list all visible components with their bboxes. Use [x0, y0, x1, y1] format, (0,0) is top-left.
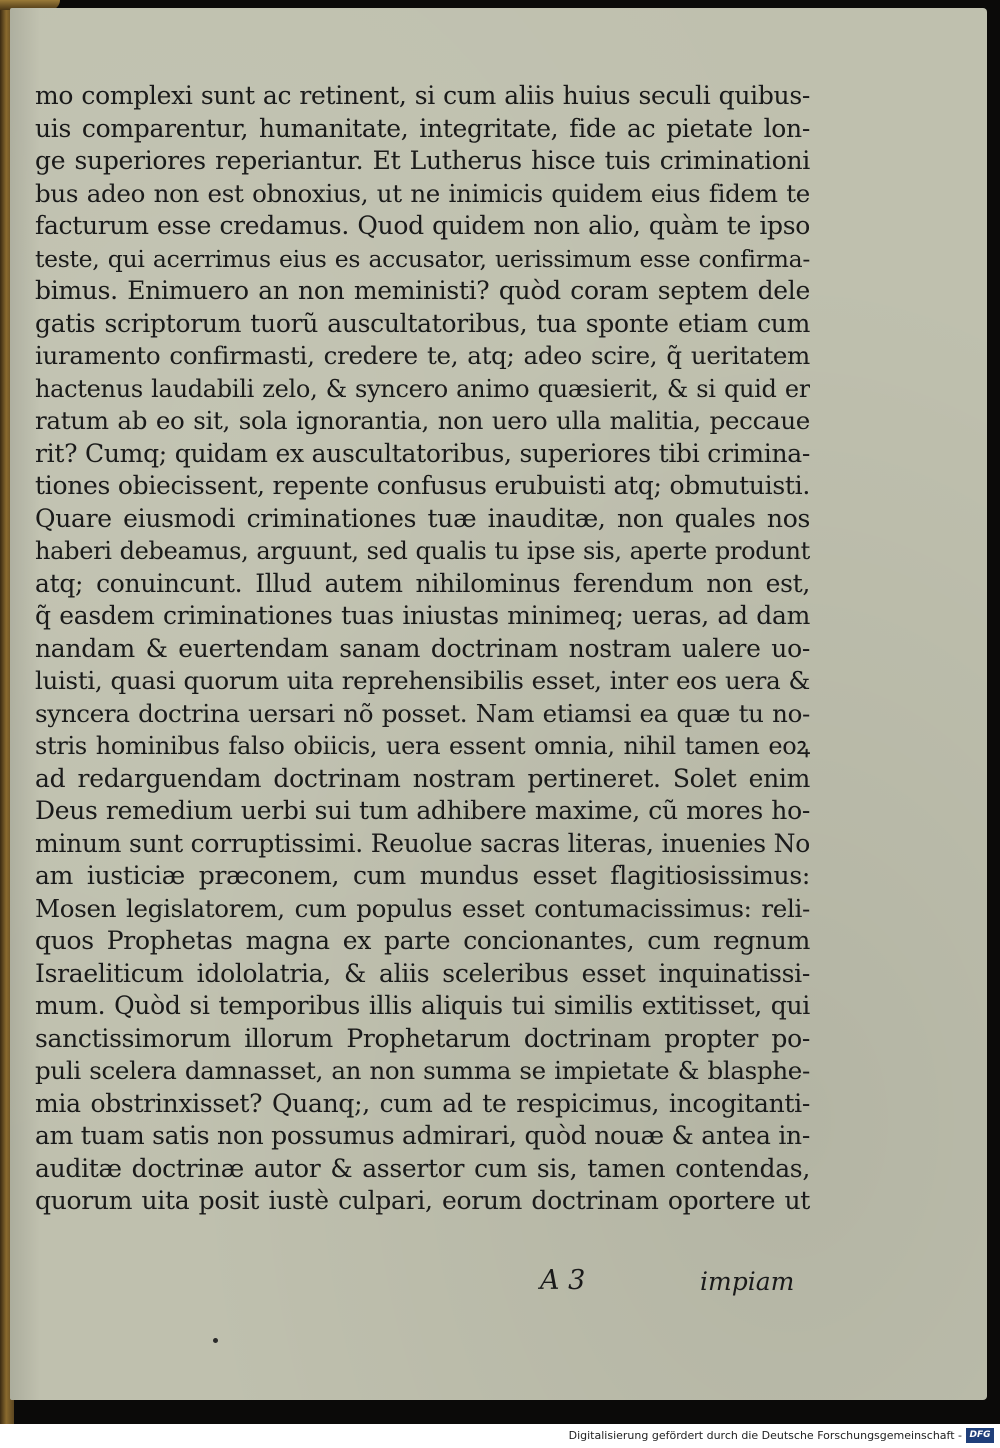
text-line: rit? Cumq; quidam ex auscultatoribus, superiores tibi crimina- [35, 438, 810, 468]
book-page [10, 8, 987, 1400]
text-line: mia obstrinxisset? Quanq;, cum ad te respicimus, incogitanti- [35, 1088, 810, 1118]
funding-credit: Digitalisierung gefördert durch die Deutsche Forschungsgemeinschaft - [568, 1429, 962, 1442]
text-line: atq; conuincunt. Illud autem nihilominus ferendum non est, [35, 568, 810, 598]
text-line: ad redarguendam doctrinam nostram pertineret. Solet enim [35, 763, 810, 793]
text-line: Quare eiusmodi criminationes tuæ inauditæ, non quales nos [35, 503, 810, 533]
text-line: puli scelera damnasset, an non summa se impietate & blasphe- [35, 1056, 810, 1085]
text-line: ge superiores reperiantur. Et Lutherus hisce tuis criminationi [35, 146, 810, 175]
catchword: impiam [700, 1267, 795, 1296]
text-line: haberi debeamus, arguunt, sed qualis tu ipse sis, aperte produnt [35, 537, 810, 565]
text-line: tiones obiecissent, repente confusus erubuisti atq; obmutuisti. [35, 471, 810, 500]
text-line: quorum uita posit iustè culpari, eorum doctrinam oportere ut [35, 1186, 810, 1215]
text-line: Deus remedium uerbi sui tum adhibere maxime, cũ mores ho- [35, 796, 810, 825]
text-line: Israeliticum idololatria, & aliis sceleribus esset inquinatissi- [35, 958, 810, 988]
text-line: auditæ doctrinæ autor & assertor cum sis, tamen contendas, [35, 1153, 810, 1183]
text-line: sanctissimorum illorum Prophetarum doctrinam propter po- [35, 1023, 810, 1053]
text-line: iuramento confirmasti, credere te, atq; adeo scire, q̃ ueritatem [35, 341, 810, 370]
text-line: am tuam satis non possumus admirari, quòd nouæ & antea in- [35, 1121, 810, 1150]
dfg-logo: DFG [966, 1428, 994, 1443]
text-line: hactenus laudabili zelo, & syncero animo quæsierit, & si quid er [35, 374, 810, 403]
ink-dot [213, 1338, 218, 1343]
text-line: mo complexi sunt ac retinent, si cum aliis huius seculi quibus- [35, 81, 810, 110]
text-line: teste, qui acerrimus eius es accusator, uerissimum esse confirma- [35, 244, 810, 273]
text-line: facturum esse credamus. Quod quidem non alio, quàm te ipso [35, 211, 810, 240]
text-line: syncera doctrina uersari nõ posset. Nam etiamsi ea quæ tu no- [35, 698, 810, 728]
signature-mark: A 3 [540, 1265, 586, 1296]
text-line: mum. Quòd si temporibus illis aliquis tui similis extitisset, qui [35, 991, 810, 1020]
text-line: nandam & euertendam sanam doctrinam nostram ualere uo- [35, 633, 810, 663]
text-line: bus adeo non est obnoxius, ut ne inimicis quidem eius fidem te [35, 178, 810, 208]
text-line: minum sunt corruptissimi. Reuolue sacras literas, inuenies No [35, 828, 810, 858]
text-line: quos Prophetas magna ex parte concionantes, cum regnum [35, 926, 810, 955]
digitization-footer [0, 1424, 1000, 1448]
text-line: bimus. Enimuero an non meministi? quòd coram septem dele [35, 276, 810, 305]
text-line: am iusticiæ præconem, cum mundus esset flagitiosissimus: [35, 861, 810, 890]
text-line: uis comparentur, humanitate, integritate, fide ac pietate lon- [35, 113, 810, 143]
text-line: stris hominibus falso obiicis, uera essent omnia, nihil tamen eoꝝ [35, 732, 810, 760]
text-line: luisti, quasi quorum uita reprehensibilis esset, inter eos uera & [35, 666, 810, 695]
text-line: gatis scriptorum tuorũ auscultatoribus, tua sponte etiam cum [35, 308, 810, 338]
text-line: ratum ab eo sit, sola ignorantia, non uero ulla malitia, peccaue [35, 406, 810, 435]
page-text-block [35, 80, 835, 1218]
page-foot-line [10, 1265, 987, 1295]
text-line: q̃ easdem criminationes tuas iniustas minimeq; ueras, ad dam [35, 601, 810, 630]
text-line: Mosen legislatorem, cum populus esset contumacissimus: reli- [35, 893, 810, 923]
